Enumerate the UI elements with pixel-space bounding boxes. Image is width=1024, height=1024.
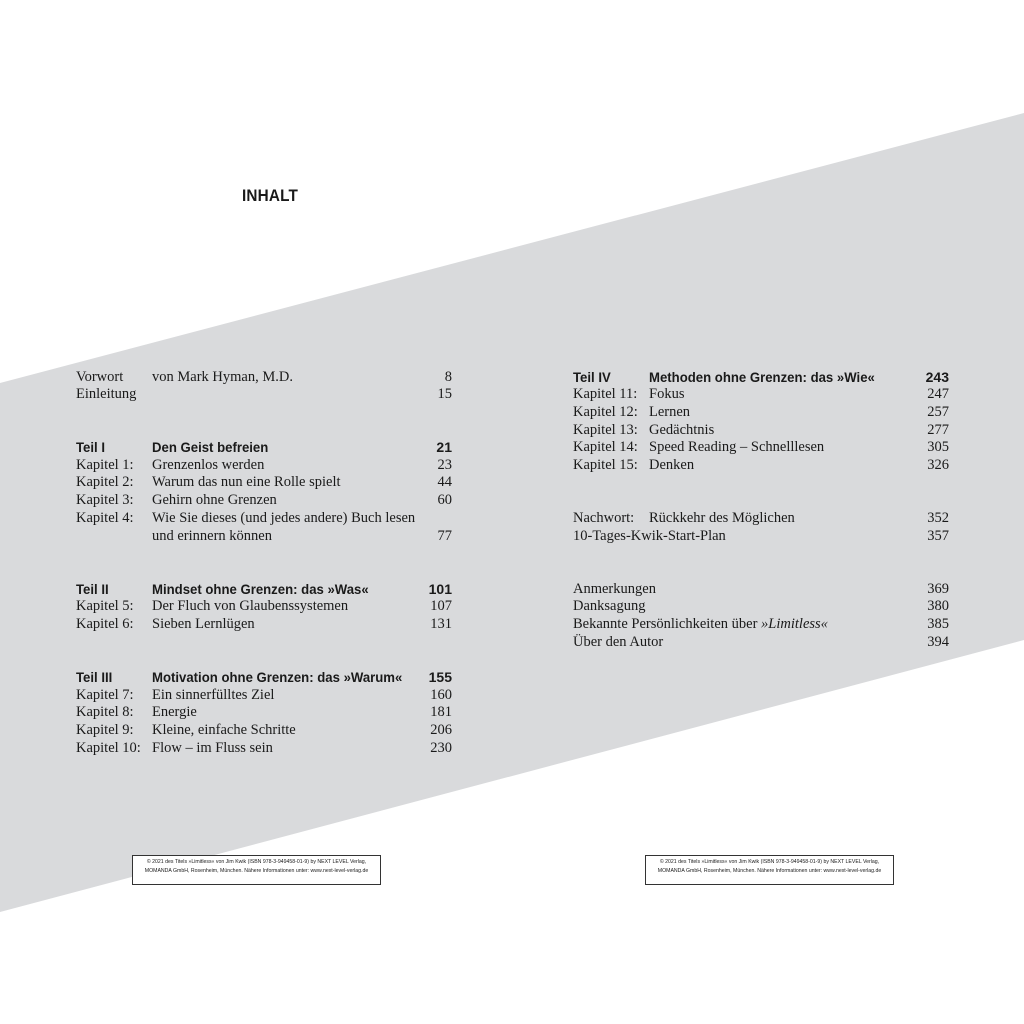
toc-part-row [76, 668, 452, 686]
toc-page-number: 101 [428, 581, 452, 597]
toc-entry-label: Kapitel 8: [76, 704, 134, 720]
toc-page-number: 243 [925, 369, 949, 385]
toc-entry-row [76, 368, 452, 386]
toc-entry-label: Kapitel 1: [76, 457, 134, 473]
toc-entry-label: Kapitel 4: [76, 510, 134, 526]
toc-entry-title: Rückkehr des Möglichen [649, 510, 795, 526]
toc-entry-label: Kapitel 10: [76, 740, 141, 756]
toc-page-number: 107 [430, 598, 452, 614]
toc-entry-label: Kapitel 5: [76, 598, 134, 614]
toc-page-number: 369 [927, 581, 949, 597]
toc-entry-row [573, 403, 949, 421]
toc-page-number: 155 [428, 669, 452, 685]
toc-entry-title: Warum das nun eine Rolle spielt [152, 474, 341, 490]
toc-page-number: 380 [927, 598, 949, 614]
toc-entry-row [573, 421, 949, 439]
toc-entry-row [76, 473, 452, 491]
toc-entry-title: und erinnern können [152, 528, 272, 544]
toc-part-row [573, 368, 949, 386]
toc-entry-label: Kapitel 14: [573, 439, 638, 455]
toc-entry-label: Teil I [76, 439, 106, 455]
toc-page-number: 60 [437, 492, 452, 508]
toc-entry-label: Nachwort: [573, 510, 635, 526]
toc-entry-label: Anmerkungen [573, 581, 656, 597]
toc-entry-row [573, 456, 949, 474]
toc-entry-row [76, 456, 452, 474]
toc-page-number: 44 [437, 474, 452, 490]
toc-page-number: 277 [927, 422, 949, 438]
toc-entry-label: Kapitel 12: [573, 404, 638, 420]
toc-page-number: 357 [927, 528, 949, 544]
toc-entry-label: Teil IV [573, 369, 611, 385]
toc-entry-row [573, 385, 949, 403]
toc-entry-row [76, 597, 452, 615]
toc-entry-row [573, 597, 949, 615]
toc-page-number: 230 [430, 740, 452, 756]
toc-entry-title: Grenzenlos werden [152, 457, 265, 473]
toc-entry-title: Gehirn ohne Grenzen [152, 492, 277, 508]
toc-entry-title: Der Fluch von Glaubenssystemen [152, 598, 349, 614]
toc-entry-row [573, 633, 949, 651]
toc-entry-title: Mindset ohne Grenzen: das »Was« [152, 581, 369, 597]
toc-page-number: 257 [927, 404, 949, 420]
toc-page-number: 23 [437, 457, 452, 473]
toc-entry-label: Über den Autor [573, 634, 664, 650]
toc-page-number: 8 [444, 369, 452, 385]
toc-part-row [76, 438, 452, 456]
toc-entry-row [76, 527, 452, 545]
toc-entry-row [573, 615, 949, 633]
toc-entry-title: Energie [152, 704, 197, 720]
toc-page-number: 352 [927, 510, 949, 526]
toc-entry-row [76, 615, 452, 633]
toc-entry-row [573, 438, 949, 456]
toc-entry-title: Den Geist befreien [152, 439, 269, 455]
toc-entry-title: Kleine, einfache Schritte [152, 722, 296, 738]
toc-page-number: 131 [430, 616, 452, 632]
toc-page-number: 160 [430, 687, 452, 703]
toc-part-row [76, 580, 452, 598]
toc-entry-title: Methoden ohne Grenzen: das »Wie« [649, 369, 875, 385]
toc-page-number: 21 [436, 439, 452, 455]
toc-page-number: 247 [927, 386, 949, 402]
page-title: INHALT [242, 186, 299, 205]
toc-entry-row [76, 721, 452, 739]
toc-entry-row [76, 491, 452, 509]
toc-entry-title: Wie Sie dieses (und jedes andere) Buch lesen [152, 510, 416, 526]
toc-entry-title: Sieben Lernlügen [152, 616, 255, 632]
toc-entry-label: Kapitel 11: [573, 386, 638, 402]
toc-entry-row [573, 509, 949, 527]
toc-entry-row [76, 385, 452, 403]
toc-entry-label: Einleitung [76, 386, 137, 402]
toc-entry-label: Kapitel 2: [76, 474, 134, 490]
italic-title: »Limitless« [761, 616, 828, 632]
copyright-box-right [645, 855, 894, 885]
toc-entry-label: Kapitel 9: [76, 722, 134, 738]
toc-page-number: 394 [927, 634, 949, 650]
toc-entry-label: Bekannte Persönlichkeiten über »Limitless« [573, 616, 828, 632]
toc-entry-title: Lernen [649, 404, 691, 420]
toc-entry-row [573, 580, 949, 598]
copyright-line-2: MOMANDA GmbH, Rosenheim, München. Nähere Informationen unter: www.next-level-verlag.de [657, 868, 882, 874]
toc-entry-label: Kapitel 3: [76, 492, 134, 508]
toc-page-number: 326 [927, 457, 949, 473]
toc-entry-row [76, 686, 452, 704]
toc-entry-title: Denken [649, 457, 695, 473]
toc-entry-title: Fokus [649, 386, 685, 402]
toc-entry-row [573, 527, 949, 545]
toc-entry-row [76, 739, 452, 757]
copyright-box-left [132, 855, 381, 885]
toc-entry-title: von Mark Hyman, M.D. [152, 369, 293, 385]
toc-entry-label: Teil III [76, 669, 113, 685]
toc-page-number: 181 [430, 704, 452, 720]
toc-entry-label: Teil II [76, 581, 109, 597]
copyright-line-1: © 2021 des Titels »Limitless« von Jim Kwik (ISBN 978-3-949458-01-9) by NEXT LEVEL Verlag, [659, 859, 880, 865]
toc-entry-label: Vorwort [76, 369, 124, 385]
toc-entry-label: Kapitel 7: [76, 687, 134, 703]
toc-entry-label: 10-Tages-Kwik-Start-Plan [573, 528, 726, 544]
toc-entry-title: Flow – im Fluss sein [152, 740, 273, 756]
toc-entry-label: Kapitel 13: [573, 422, 638, 438]
toc-entry-label: Kapitel 15: [573, 457, 638, 473]
toc-entry-title: Speed Reading – Schnelllesen [649, 439, 825, 455]
toc-entry-row [76, 703, 452, 721]
toc-entry-title: Ein sinnerfülltes Ziel [152, 687, 275, 703]
toc-page-number: 77 [437, 528, 452, 544]
copyright-line-2: MOMANDA GmbH, Rosenheim, München. Nähere Informationen unter: www.next-level-verlag.de [144, 868, 369, 874]
toc-page-number: 385 [927, 616, 949, 632]
toc-entry-label: Danksagung [573, 598, 646, 614]
toc-entry-title: Gedächtnis [649, 422, 715, 438]
toc-page-number: 305 [927, 439, 949, 455]
toc-entry-title: Motivation ohne Grenzen: das »Warum« [152, 669, 403, 685]
toc-page-number: 206 [430, 722, 452, 738]
toc-entry-row [76, 509, 452, 527]
copyright-line-1: © 2021 des Titels »Limitless« von Jim Kwik (ISBN 978-3-949458-01-9) by NEXT LEVEL Verlag, [146, 859, 367, 865]
toc-entry-label: Kapitel 6: [76, 616, 134, 632]
toc-page-number: 15 [437, 386, 452, 402]
